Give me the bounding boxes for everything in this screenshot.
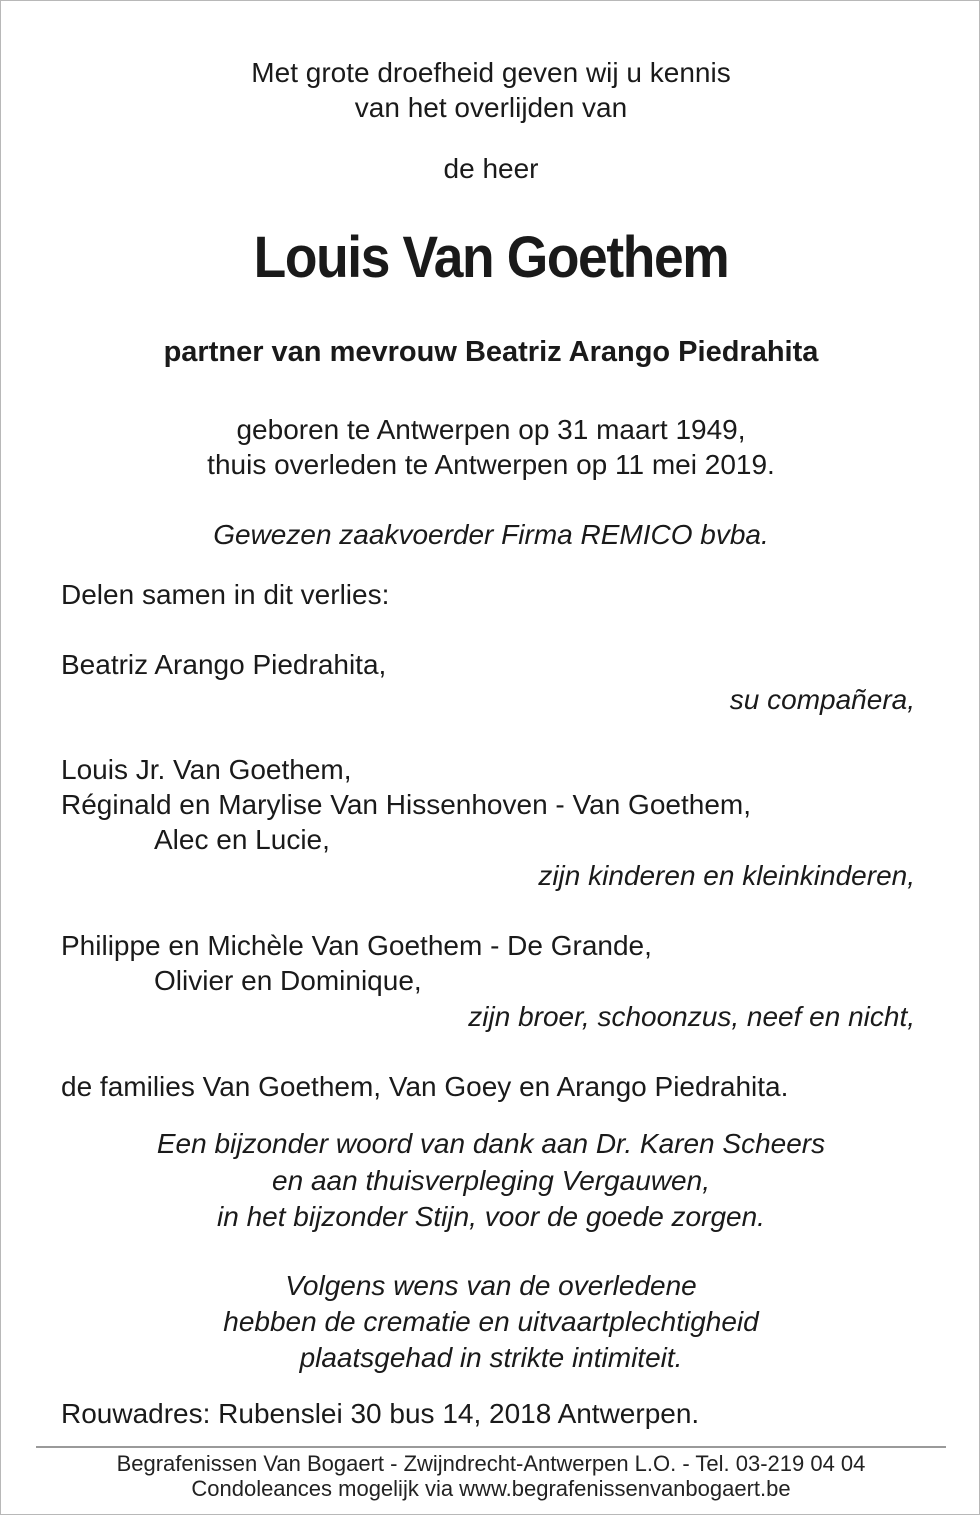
mourner-line: Louis Jr. Van Goethem,	[61, 754, 352, 785]
funeral-address: Rouwadres: Rubenslei 30 bus 14, 2018 Antwerpen.	[61, 1398, 700, 1429]
funeral-home-line: Begrafenissen Van Bogaert - Zwijndrecht-Antwerpen L.O. - Tel. 03-219 04 04	[116, 1451, 866, 1476]
thanks-line: in het bijzonder Stijn, voor de goede zorgen.	[217, 1201, 765, 1232]
condolence-website-line: Condoleances mogelijk via www.begrafenissenvanbogaert.be	[191, 1476, 791, 1501]
relation-line: su compañera,	[729, 684, 915, 715]
thanks-line: Een bijzonder woord van dank aan Dr. Karen Scheers	[156, 1128, 826, 1159]
relation-line: zijn broer, schoonzus, neef en nicht,	[468, 1001, 915, 1032]
mourner-indented-line: Olivier en Dominique,	[154, 965, 422, 996]
mourner-line: Philippe en Michèle Van Goethem - De Grande,	[61, 930, 652, 961]
thanks-line: en aan thuisverpleging Vergauwen,	[272, 1165, 710, 1196]
wish-line: Volgens wens van de overledene	[285, 1270, 697, 1301]
wish-line: plaatsgehad in strikte intimiteit.	[299, 1342, 683, 1373]
title-prefix: de heer	[443, 153, 539, 184]
partner-line: partner van mevrouw Beatriz Arango Piedrahita	[163, 336, 819, 368]
families-line: de families Van Goethem, Van Goey en Arango Piedrahita.	[61, 1071, 789, 1102]
deceased-name: Louis Van Goethem	[253, 225, 729, 290]
intro-line-2: van het overlijden van	[354, 92, 628, 123]
share-heading: Delen samen in dit verlies:	[61, 579, 390, 610]
intro-line-1: Met grote droefheid geven wij u kennis	[251, 57, 731, 88]
profession-line: Gewezen zaakvoerder Firma REMICO bvba.	[213, 519, 769, 550]
birth-line: geboren te Antwerpen op 31 maart 1949,	[236, 414, 746, 445]
relation-line: zijn kinderen en kleinkinderen,	[538, 860, 915, 891]
footer-divider	[36, 1446, 946, 1448]
mourner-indented-line: Alec en Lucie,	[154, 824, 330, 855]
death-line: thuis overleden te Antwerpen op 11 mei 2019.	[207, 449, 775, 480]
wish-line: hebben de crematie en uitvaartplechtigheid	[223, 1306, 759, 1337]
mourner-line: Beatriz Arango Piedrahita,	[61, 649, 387, 680]
mourner-line: Réginald en Marylise Van Hissenhoven - Van Goethem,	[61, 789, 751, 820]
